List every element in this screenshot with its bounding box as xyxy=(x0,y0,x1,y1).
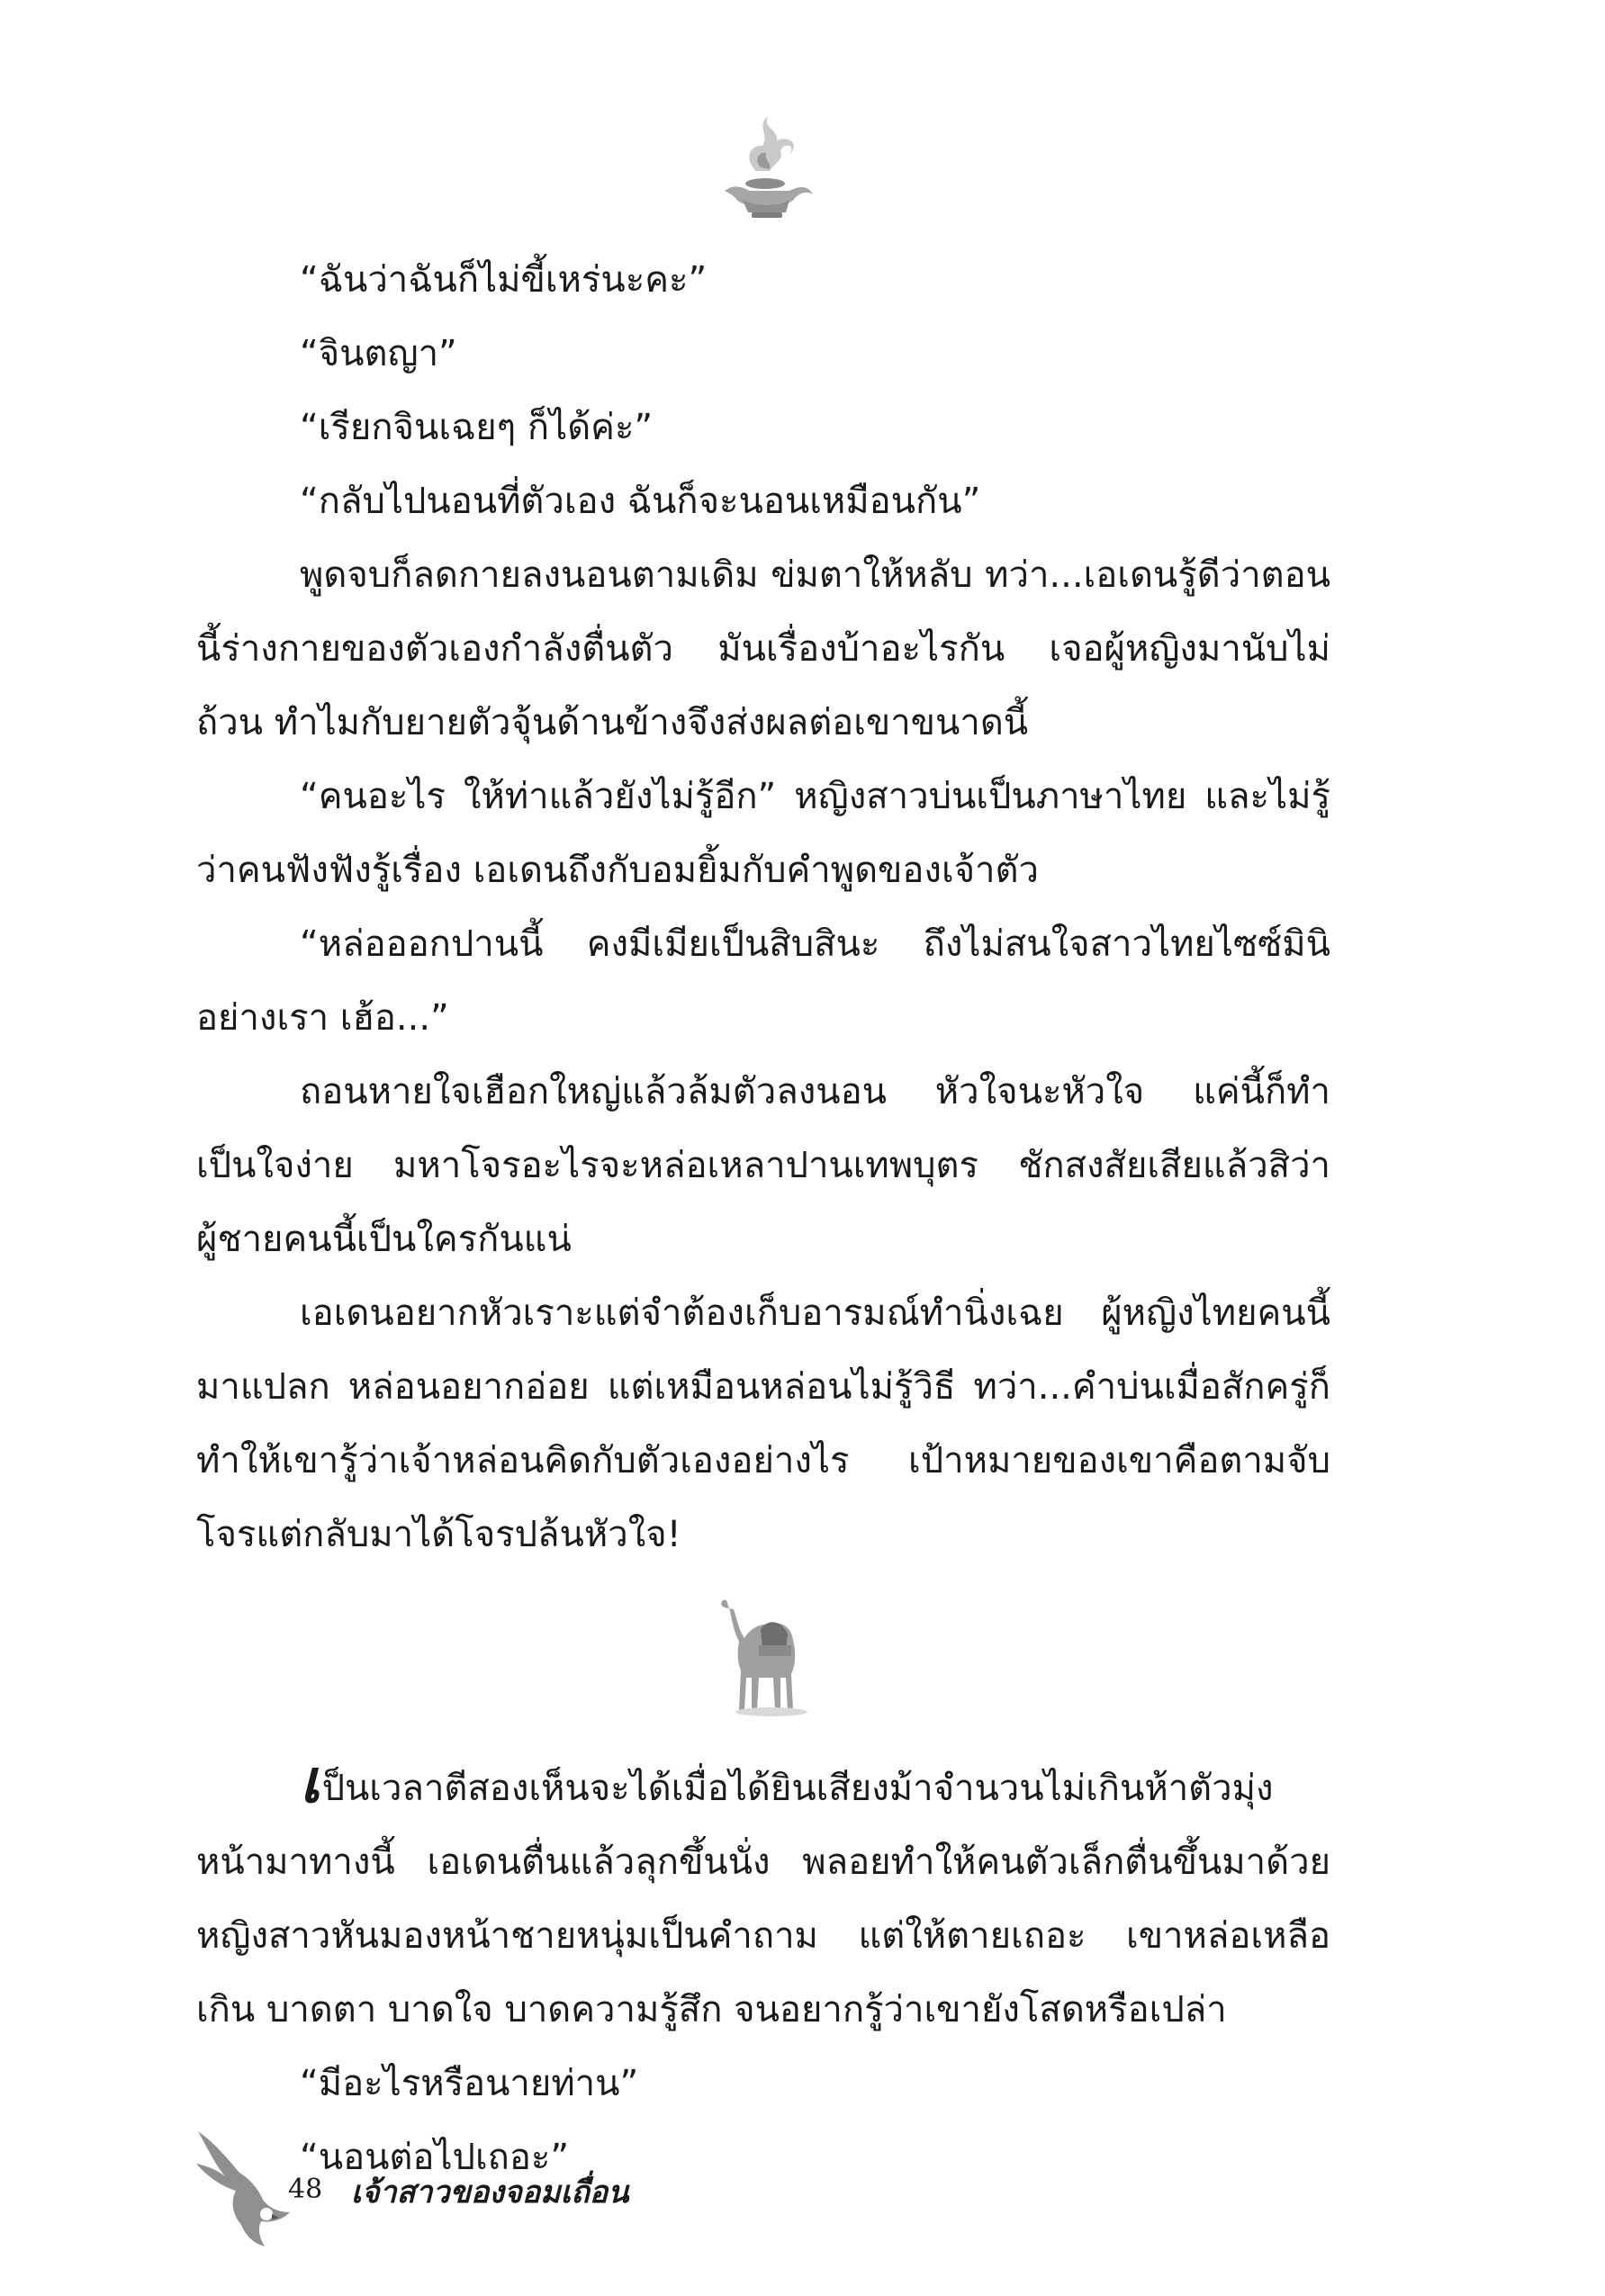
book-title: เจ้าสาวของจอมเถื่อน xyxy=(351,2174,629,2210)
dialogue-line: “นอนต่อไปเถอะ” xyxy=(300,2137,570,2178)
body-paragraph: “หล่อออกปานนี้ คงมีเมียเป็นสิบสินะ ถึงไม่สนใจสาวไทยไซซ์มินิอย่างเรา เฮ้อ...” xyxy=(196,923,1330,1039)
body-paragraph: พูดจบก็ลดกายลงนอนตามเดิม ข่มตาให้หลับ ทว่า...เอเดนรู้ดีว่าตอนนี้ร่างกายของตัวเองกำลังตื่นตัว มันเรื่องบ้าอะไรกัน เจอผู้หญิงมานับไม่ถ้วน ทำไมกับยายตัวจุ้นด้านข้างจึงส่งผลต่อเขาขนาดนี้ xyxy=(196,554,1330,743)
dialogue-line: “มีอะไรหรือนายท่าน” xyxy=(300,2063,639,2104)
dialogue-line: “เรียกจินเฉยๆ ก็ได้ค่ะ” xyxy=(300,407,654,448)
section-opening-text: ป็นเวลาตีสองเห็นจะได้เมื่อได้ยินเสียงม้าจำนวนไม่เกินห้าตัวมุ่งหน้ามาทางนี้ เอเดนตื่นแล้วลุกขึ้นนั่ง พลอยทำให้คนตัวเล็กตื่นขึ้นมาด้วย หญิงสาวหันมองหน้าชายหนุ่มเป็นคำถาม แต่ให้ตายเถอะ เขาหล่อเหลือเกิน บาดตา บาดใจ บาดความรู้สึก จนอยากรู้ว่าเขายังโสดหรือเปล่า xyxy=(196,1768,1330,2030)
page-footer xyxy=(189,2124,1089,2250)
drop-cap: เ xyxy=(300,1746,320,1816)
page-number: 48 xyxy=(288,2174,323,2205)
body-paragraph: “คนอะไร ให้ท่าแล้วยังไม่รู้อีก” หญิงสาวบ่นเป็นภาษาไทย และไม่รู้ว่าคนฟังฟังรู้เรื่อง เอเดนถึงกับอมยิ้มกับคำพูดของเจ้าตัว xyxy=(196,776,1330,891)
section-opening-paragraph xyxy=(196,1746,1330,2047)
body-paragraph: เอเดนอยากหัวเราะแต่จำต้องเก็บอารมณ์ทำนิ่งเฉย ผู้หญิงไทยคนนี้มาแปลก หล่อนอยากอ่อย แต่เหมือนหล่อนไม่รู้วิธี ทว่า...คำบ่นเมื่อสักครู่ก็ทำให้เขารู้ว่าเจ้าหล่อนคิดกับตัวเองอย่างไร เป้าหมายของเขาคือตามจับโจรแต่กลับมาได้โจรปล้นหัวใจ! xyxy=(196,1292,1330,1555)
eagle-icon xyxy=(189,2124,297,2250)
dialogue-line: “จินตญา” xyxy=(300,333,457,374)
genie-lamp-icon xyxy=(707,108,824,225)
text-body xyxy=(196,243,1330,2194)
dialogue-line: “กลับไปนอนที่ตัวเอง ฉันก็จะนอนเหมือนกัน” xyxy=(300,481,981,522)
dialogue-line: “ฉันว่าฉันก็ไม่ขี้เหร่นะคะ” xyxy=(300,259,708,301)
body-paragraph: ถอนหายใจเฮือกใหญ่แล้วล้มตัวลงนอน หัวใจนะหัวใจ แค่นี้ก็ทำเป็นใจง่าย มหาโจรอะไรจะหล่อเหลาปานเทพบุตร ชักสงสัยเสียแล้วสิว่าผู้ชายคนนี้เป็นใครกันแน่ xyxy=(196,1071,1330,1260)
camel-icon xyxy=(714,1584,813,1719)
